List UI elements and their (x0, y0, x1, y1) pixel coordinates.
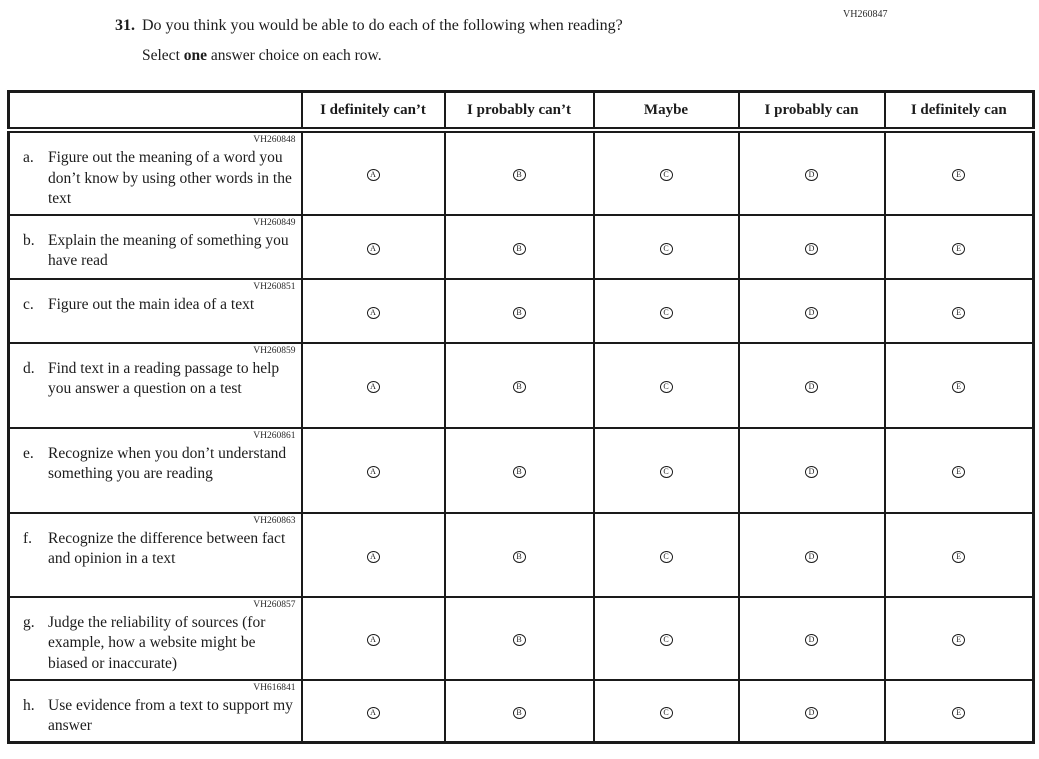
row-stem-cell (9, 680, 302, 743)
option-bubble-e[interactable]: E (952, 551, 965, 563)
option-cell-d (739, 597, 885, 680)
row-stem-cell (9, 597, 302, 680)
option-bubble-c[interactable]: C (660, 551, 673, 563)
row-stem-cell (9, 343, 302, 428)
row-stem-text: Use evidence from a text to support my answer (48, 696, 293, 735)
option-bubble-c[interactable]: C (660, 381, 673, 393)
table-row (9, 343, 1034, 428)
option-cell-e (885, 130, 1034, 215)
table-row (9, 279, 1034, 343)
option-cell-b (445, 343, 594, 428)
row-letter: g. (23, 613, 35, 631)
question-instruction (142, 47, 975, 65)
option-cell-e (885, 597, 1034, 680)
row-letter: b. (23, 231, 35, 249)
row-stem-cell (9, 130, 302, 215)
row-item-code: VH260857 (253, 599, 296, 610)
row-stem-text: Figure out the meaning of a word you don’t know by using other words in the text (48, 149, 292, 208)
option-bubble-b[interactable]: B (513, 243, 526, 255)
option-cell-e (885, 680, 1034, 743)
column-header-3: Maybe (594, 92, 739, 131)
option-cell-b (445, 130, 594, 215)
table-row (9, 680, 1034, 743)
option-cell-c (594, 279, 739, 343)
option-cell-b (445, 513, 594, 597)
option-bubble-b[interactable]: B (513, 634, 526, 646)
row-stem-cell (9, 279, 302, 343)
row-stem-text: Find text in a reading passage to help you answer a question on a test (48, 359, 280, 398)
option-cell-b (445, 597, 594, 680)
option-bubble-e[interactable]: E (952, 169, 965, 181)
option-bubble-b[interactable]: B (513, 551, 526, 563)
option-cell-b (445, 279, 594, 343)
option-bubble-e[interactable]: E (952, 307, 965, 319)
row-letter: h. (23, 696, 35, 714)
table-row (9, 130, 1034, 215)
option-cell-d (739, 680, 885, 743)
option-bubble-e[interactable]: E (952, 243, 965, 255)
option-bubble-c[interactable]: C (660, 707, 673, 719)
option-cell-d (739, 215, 885, 279)
option-bubble-a[interactable]: A (367, 634, 380, 646)
option-bubble-b[interactable]: B (513, 307, 526, 319)
form-item-code: VH260847 (843, 9, 888, 20)
option-cell-a (302, 130, 445, 215)
table-body (9, 130, 1034, 743)
row-item-code: VH260861 (253, 430, 296, 441)
row-stem-cell (9, 215, 302, 279)
row-letter: c. (23, 295, 34, 313)
option-bubble-a[interactable]: A (367, 551, 380, 563)
option-bubble-d[interactable]: D (805, 466, 818, 478)
option-cell-c (594, 343, 739, 428)
answer-table (7, 90, 1035, 744)
column-header-4: I probably can (739, 92, 885, 131)
option-cell-e (885, 343, 1034, 428)
option-bubble-e[interactable]: E (952, 466, 965, 478)
instruction-prefix: Select (142, 47, 184, 64)
option-bubble-d[interactable]: D (805, 381, 818, 393)
option-bubble-e[interactable]: E (952, 381, 965, 393)
question-block (115, 16, 975, 65)
row-stem-text: Recognize when you don’t understand something you are reading (48, 444, 287, 483)
header-row (9, 92, 1034, 131)
option-bubble-c[interactable]: C (660, 466, 673, 478)
option-bubble-e[interactable]: E (952, 707, 965, 719)
column-header-2: I probably can’t (445, 92, 594, 131)
row-item-code: VH260851 (253, 281, 296, 292)
row-item-code: VH260859 (253, 345, 296, 356)
option-bubble-d[interactable]: D (805, 634, 818, 646)
option-cell-c (594, 215, 739, 279)
instruction-bold-word: one (183, 47, 207, 64)
option-cell-a (302, 513, 445, 597)
row-stem-cell (9, 513, 302, 597)
option-bubble-c[interactable]: C (660, 307, 673, 319)
option-bubble-a[interactable]: A (367, 466, 380, 478)
option-cell-a (302, 343, 445, 428)
option-cell-d (739, 343, 885, 428)
option-bubble-c[interactable]: C (660, 243, 673, 255)
row-stem-text: Recognize the difference between fact and opinion in a text (48, 529, 286, 568)
instruction-suffix: answer choice on each row. (207, 47, 382, 64)
option-bubble-d[interactable]: D (805, 551, 818, 563)
option-bubble-e[interactable]: E (952, 634, 965, 646)
option-bubble-c[interactable]: C (660, 634, 673, 646)
option-cell-c (594, 680, 739, 743)
option-bubble-a[interactable]: A (367, 381, 380, 393)
table-row (9, 215, 1034, 279)
row-item-code: VH260849 (253, 217, 296, 228)
option-cell-d (739, 513, 885, 597)
option-cell-c (594, 513, 739, 597)
option-cell-a (302, 680, 445, 743)
option-bubble-a[interactable]: A (367, 307, 380, 319)
table-row (9, 597, 1034, 680)
option-bubble-b[interactable]: B (513, 466, 526, 478)
option-bubble-a[interactable]: A (367, 243, 380, 255)
option-bubble-c[interactable]: C (660, 169, 673, 181)
option-bubble-b[interactable]: B (513, 169, 526, 181)
row-stem-cell (9, 428, 302, 513)
option-cell-b (445, 428, 594, 513)
stem-header-empty (9, 92, 302, 131)
option-cell-b (445, 680, 594, 743)
option-cell-e (885, 513, 1034, 597)
option-cell-e (885, 428, 1034, 513)
row-stem-text: Explain the meaning of something you have read (48, 231, 289, 270)
row-stem-text: Judge the reliability of sources (for example, how a website might be biased or inaccurate) (48, 613, 266, 673)
row-letter: f. (23, 529, 33, 547)
option-cell-d (739, 130, 885, 215)
option-cell-c (594, 130, 739, 215)
option-bubble-a[interactable]: A (367, 169, 380, 181)
question-text: Do you think you would be able to do each of the following when reading? (142, 17, 623, 34)
table-row (9, 513, 1034, 597)
option-bubble-b[interactable]: B (513, 707, 526, 719)
option-cell-c (594, 597, 739, 680)
option-bubble-a[interactable]: A (367, 707, 380, 719)
option-cell-c (594, 428, 739, 513)
option-bubble-d[interactable]: D (805, 707, 818, 719)
option-cell-a (302, 215, 445, 279)
column-header-1: I definitely can’t (302, 92, 445, 131)
option-cell-a (302, 597, 445, 680)
row-stem-text: Figure out the main idea of a text (48, 295, 255, 313)
row-item-code: VH260848 (253, 135, 296, 145)
option-cell-b (445, 215, 594, 279)
row-item-code: VH260863 (253, 515, 296, 526)
option-cell-a (302, 279, 445, 343)
row-letter: d. (23, 359, 35, 377)
row-item-code: VH616841 (253, 682, 296, 693)
option-cell-e (885, 215, 1034, 279)
option-bubble-d[interactable]: D (805, 243, 818, 255)
table-row (9, 428, 1034, 513)
row-letter: a. (23, 149, 34, 166)
question-number: 31. (115, 17, 135, 34)
option-cell-d (739, 279, 885, 343)
row-letter: e. (23, 444, 34, 462)
option-cell-d (739, 428, 885, 513)
option-bubble-d[interactable]: D (805, 307, 818, 319)
option-bubble-d[interactable]: D (805, 169, 818, 181)
option-bubble-b[interactable]: B (513, 381, 526, 393)
option-cell-e (885, 279, 1034, 343)
option-cell-a (302, 428, 445, 513)
column-header-5: I definitely can (885, 92, 1034, 131)
